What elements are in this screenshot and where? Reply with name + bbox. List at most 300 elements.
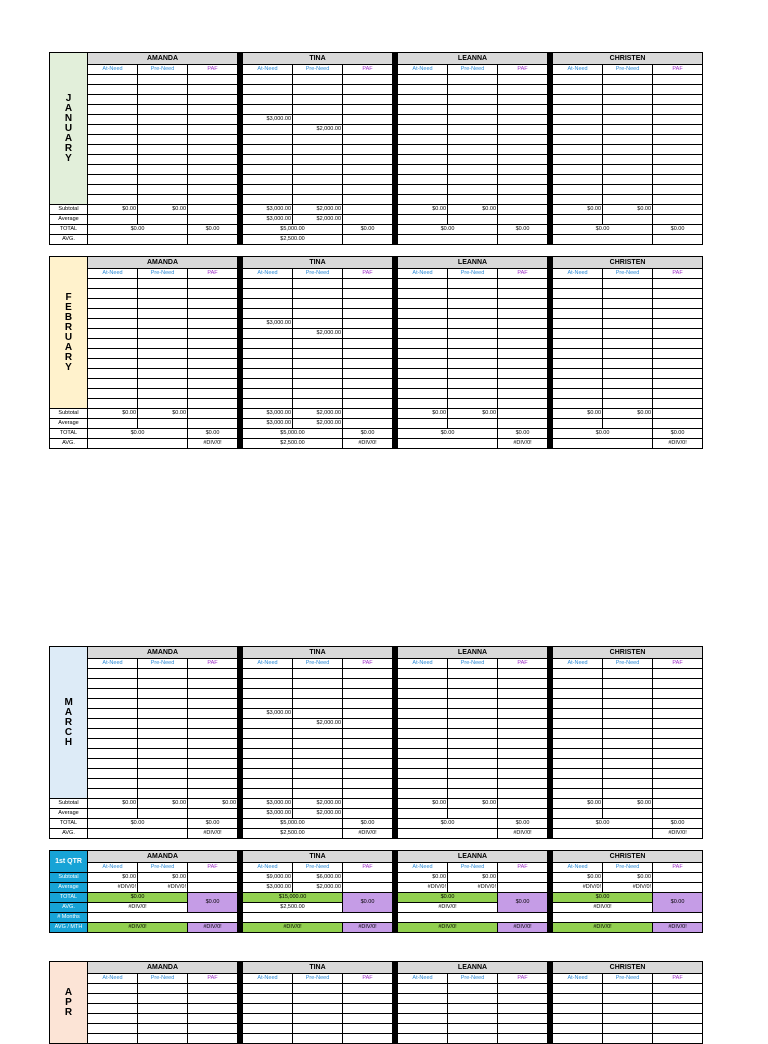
data-cell[interactable] — [653, 165, 703, 175]
data-cell[interactable] — [138, 165, 188, 175]
data-cell[interactable] — [343, 319, 393, 329]
data-cell[interactable] — [653, 1024, 703, 1034]
data-cell[interactable] — [88, 379, 138, 389]
data-cell[interactable] — [293, 759, 343, 769]
data-cell[interactable] — [343, 195, 393, 205]
data-cell[interactable] — [243, 369, 293, 379]
data-cell[interactable] — [553, 95, 603, 105]
data-cell[interactable] — [343, 75, 393, 85]
q-months-value[interactable] — [398, 913, 548, 923]
data-cell[interactable] — [553, 105, 603, 115]
data-cell[interactable] — [88, 105, 138, 115]
data-cell[interactable] — [398, 195, 448, 205]
data-cell[interactable] — [243, 789, 293, 799]
data-cell[interactable] — [553, 709, 603, 719]
data-cell[interactable] — [448, 105, 498, 115]
data-cell[interactable] — [343, 719, 393, 729]
data-cell[interactable] — [88, 85, 138, 95]
data-cell[interactable] — [448, 75, 498, 85]
data-cell[interactable] — [138, 349, 188, 359]
data-cell[interactable] — [653, 195, 703, 205]
data-cell[interactable] — [448, 669, 498, 679]
data-cell[interactable] — [293, 984, 343, 994]
data-cell[interactable] — [398, 349, 448, 359]
data-cell[interactable] — [653, 749, 703, 759]
data-cell[interactable] — [243, 399, 293, 409]
data-cell[interactable] — [343, 689, 393, 699]
data-cell[interactable] — [293, 299, 343, 309]
data-cell[interactable] — [188, 369, 238, 379]
data-cell[interactable] — [88, 1014, 138, 1024]
data-cell[interactable] — [293, 185, 343, 195]
data-cell[interactable] — [188, 85, 238, 95]
data-cell[interactable] — [293, 359, 343, 369]
data-cell[interactable] — [293, 75, 343, 85]
data-cell[interactable] — [138, 709, 188, 719]
data-cell[interactable] — [88, 115, 138, 125]
data-cell[interactable] — [498, 349, 548, 359]
data-cell[interactable] — [653, 95, 703, 105]
data-cell[interactable] — [293, 105, 343, 115]
data-cell[interactable] — [398, 679, 448, 689]
data-cell[interactable] — [243, 719, 293, 729]
data-cell[interactable] — [498, 699, 548, 709]
data-cell[interactable] — [138, 105, 188, 115]
data-cell[interactable] — [498, 105, 548, 115]
data-cell[interactable] — [188, 389, 238, 399]
data-cell[interactable] — [88, 195, 138, 205]
tina-preneed-value[interactable]: $2,000.00 — [293, 125, 343, 135]
data-cell[interactable] — [603, 165, 653, 175]
data-cell[interactable] — [343, 1004, 393, 1014]
data-cell[interactable] — [88, 699, 138, 709]
data-cell[interactable] — [498, 175, 548, 185]
data-cell[interactable] — [138, 679, 188, 689]
data-cell[interactable] — [448, 769, 498, 779]
data-cell[interactable] — [653, 105, 703, 115]
data-cell[interactable] — [498, 1004, 548, 1014]
data-cell[interactable] — [653, 145, 703, 155]
data-cell[interactable] — [498, 994, 548, 1004]
data-cell[interactable] — [448, 165, 498, 175]
data-cell[interactable] — [188, 359, 238, 369]
data-cell[interactable] — [398, 1014, 448, 1024]
data-cell[interactable] — [343, 299, 393, 309]
data-cell[interactable] — [398, 759, 448, 769]
data-cell[interactable] — [293, 1004, 343, 1014]
data-cell[interactable] — [653, 319, 703, 329]
data-cell[interactable] — [243, 739, 293, 749]
data-cell[interactable] — [653, 359, 703, 369]
data-cell[interactable] — [603, 185, 653, 195]
data-cell[interactable] — [343, 789, 393, 799]
data-cell[interactable] — [88, 709, 138, 719]
data-cell[interactable] — [243, 185, 293, 195]
data-cell[interactable] — [343, 389, 393, 399]
data-cell[interactable] — [498, 789, 548, 799]
data-cell[interactable] — [498, 769, 548, 779]
data-cell[interactable] — [448, 1024, 498, 1034]
data-cell[interactable] — [188, 1034, 238, 1044]
data-cell[interactable] — [138, 689, 188, 699]
data-cell[interactable] — [553, 984, 603, 994]
data-cell[interactable] — [138, 759, 188, 769]
data-cell[interactable] — [243, 759, 293, 769]
data-cell[interactable] — [343, 135, 393, 145]
data-cell[interactable] — [498, 779, 548, 789]
data-cell[interactable] — [243, 689, 293, 699]
data-cell[interactable] — [553, 195, 603, 205]
data-cell[interactable] — [653, 699, 703, 709]
data-cell[interactable] — [653, 115, 703, 125]
data-cell[interactable] — [88, 165, 138, 175]
data-cell[interactable] — [553, 399, 603, 409]
data-cell[interactable] — [188, 329, 238, 339]
data-cell[interactable] — [553, 185, 603, 195]
data-cell[interactable] — [603, 359, 653, 369]
data-cell[interactable] — [398, 85, 448, 95]
data-cell[interactable] — [498, 309, 548, 319]
data-cell[interactable] — [243, 299, 293, 309]
data-cell[interactable] — [293, 769, 343, 779]
data-cell[interactable] — [448, 125, 498, 135]
data-cell[interactable] — [603, 125, 653, 135]
data-cell[interactable] — [138, 135, 188, 145]
data-cell[interactable] — [188, 299, 238, 309]
data-cell[interactable] — [343, 309, 393, 319]
data-cell[interactable] — [243, 329, 293, 339]
data-cell[interactable] — [448, 349, 498, 359]
data-cell[interactable] — [498, 389, 548, 399]
data-cell[interactable] — [188, 319, 238, 329]
data-cell[interactable] — [343, 369, 393, 379]
data-cell[interactable] — [553, 389, 603, 399]
data-cell[interactable] — [88, 779, 138, 789]
data-cell[interactable] — [293, 85, 343, 95]
data-cell[interactable] — [343, 779, 393, 789]
data-cell[interactable] — [88, 759, 138, 769]
data-cell[interactable] — [553, 145, 603, 155]
data-cell[interactable] — [138, 789, 188, 799]
data-cell[interactable] — [293, 399, 343, 409]
data-cell[interactable] — [398, 309, 448, 319]
data-cell[interactable] — [88, 739, 138, 749]
data-cell[interactable] — [88, 689, 138, 699]
data-cell[interactable] — [448, 729, 498, 739]
q-months-value[interactable] — [243, 913, 393, 923]
data-cell[interactable] — [243, 1024, 293, 1034]
data-cell[interactable] — [498, 369, 548, 379]
data-cell[interactable] — [88, 789, 138, 799]
data-cell[interactable] — [188, 789, 238, 799]
data-cell[interactable] — [188, 95, 238, 105]
data-cell[interactable] — [398, 105, 448, 115]
data-cell[interactable] — [188, 779, 238, 789]
data-cell[interactable] — [293, 319, 343, 329]
data-cell[interactable] — [243, 195, 293, 205]
data-cell[interactable] — [243, 729, 293, 739]
data-cell[interactable] — [243, 389, 293, 399]
data-cell[interactable] — [653, 669, 703, 679]
data-cell[interactable] — [603, 679, 653, 689]
data-cell[interactable] — [243, 1034, 293, 1044]
data-cell[interactable] — [398, 769, 448, 779]
data-cell[interactable] — [88, 309, 138, 319]
data-cell[interactable] — [653, 175, 703, 185]
data-cell[interactable] — [188, 125, 238, 135]
data-cell[interactable] — [603, 769, 653, 779]
data-cell[interactable] — [343, 165, 393, 175]
data-cell[interactable] — [398, 379, 448, 389]
data-cell[interactable] — [398, 984, 448, 994]
data-cell[interactable] — [448, 175, 498, 185]
data-cell[interactable] — [293, 1014, 343, 1024]
data-cell[interactable] — [293, 679, 343, 689]
data-cell[interactable] — [603, 339, 653, 349]
data-cell[interactable] — [243, 125, 293, 135]
data-cell[interactable] — [88, 1004, 138, 1014]
data-cell[interactable] — [603, 719, 653, 729]
data-cell[interactable] — [138, 145, 188, 155]
data-cell[interactable] — [603, 1014, 653, 1024]
data-cell[interactable] — [88, 125, 138, 135]
data-cell[interactable] — [188, 1014, 238, 1024]
data-cell[interactable] — [88, 669, 138, 679]
data-cell[interactable] — [138, 279, 188, 289]
data-cell[interactable] — [343, 749, 393, 759]
data-cell[interactable] — [398, 145, 448, 155]
data-cell[interactable] — [293, 145, 343, 155]
data-cell[interactable] — [603, 309, 653, 319]
data-cell[interactable] — [188, 709, 238, 719]
data-cell[interactable] — [398, 779, 448, 789]
data-cell[interactable] — [293, 165, 343, 175]
data-cell[interactable] — [498, 739, 548, 749]
data-cell[interactable] — [553, 279, 603, 289]
data-cell[interactable] — [88, 329, 138, 339]
data-cell[interactable] — [188, 399, 238, 409]
data-cell[interactable] — [88, 75, 138, 85]
data-cell[interactable] — [343, 679, 393, 689]
data-cell[interactable] — [603, 379, 653, 389]
data-cell[interactable] — [653, 155, 703, 165]
data-cell[interactable] — [243, 749, 293, 759]
data-cell[interactable] — [448, 329, 498, 339]
data-cell[interactable] — [448, 389, 498, 399]
data-cell[interactable] — [653, 739, 703, 749]
data-cell[interactable] — [498, 125, 548, 135]
data-cell[interactable] — [88, 389, 138, 399]
data-cell[interactable] — [653, 329, 703, 339]
data-cell[interactable] — [553, 739, 603, 749]
data-cell[interactable] — [603, 984, 653, 994]
data-cell[interactable] — [293, 709, 343, 719]
data-cell[interactable] — [188, 115, 238, 125]
data-cell[interactable] — [603, 994, 653, 1004]
data-cell[interactable] — [343, 994, 393, 1004]
data-cell[interactable] — [243, 669, 293, 679]
data-cell[interactable] — [653, 279, 703, 289]
data-cell[interactable] — [138, 994, 188, 1004]
data-cell[interactable] — [188, 769, 238, 779]
data-cell[interactable] — [343, 115, 393, 125]
data-cell[interactable] — [653, 779, 703, 789]
tina-preneed-value[interactable]: $2,000.00 — [293, 719, 343, 729]
data-cell[interactable] — [653, 299, 703, 309]
data-cell[interactable] — [498, 95, 548, 105]
data-cell[interactable] — [603, 1034, 653, 1044]
data-cell[interactable] — [398, 369, 448, 379]
data-cell[interactable] — [188, 739, 238, 749]
data-cell[interactable] — [553, 369, 603, 379]
data-cell[interactable] — [343, 105, 393, 115]
data-cell[interactable] — [448, 719, 498, 729]
data-cell[interactable] — [343, 175, 393, 185]
data-cell[interactable] — [88, 984, 138, 994]
data-cell[interactable] — [343, 155, 393, 165]
data-cell[interactable] — [138, 289, 188, 299]
data-cell[interactable] — [138, 984, 188, 994]
data-cell[interactable] — [243, 1004, 293, 1014]
data-cell[interactable] — [398, 389, 448, 399]
data-cell[interactable] — [343, 769, 393, 779]
data-cell[interactable] — [448, 984, 498, 994]
data-cell[interactable] — [448, 739, 498, 749]
data-cell[interactable] — [498, 359, 548, 369]
data-cell[interactable] — [88, 135, 138, 145]
data-cell[interactable] — [138, 749, 188, 759]
data-cell[interactable] — [603, 709, 653, 719]
data-cell[interactable] — [398, 669, 448, 679]
data-cell[interactable] — [343, 1024, 393, 1034]
data-cell[interactable] — [448, 789, 498, 799]
data-cell[interactable] — [293, 1024, 343, 1034]
data-cell[interactable] — [498, 279, 548, 289]
data-cell[interactable] — [343, 1034, 393, 1044]
data-cell[interactable] — [653, 759, 703, 769]
data-cell[interactable] — [398, 289, 448, 299]
data-cell[interactable] — [603, 279, 653, 289]
data-cell[interactable] — [188, 175, 238, 185]
data-cell[interactable] — [293, 689, 343, 699]
data-cell[interactable] — [343, 185, 393, 195]
data-cell[interactable] — [603, 789, 653, 799]
data-cell[interactable] — [293, 729, 343, 739]
data-cell[interactable] — [553, 729, 603, 739]
data-cell[interactable] — [448, 319, 498, 329]
data-cell[interactable] — [88, 359, 138, 369]
data-cell[interactable] — [553, 329, 603, 339]
data-cell[interactable] — [293, 175, 343, 185]
data-cell[interactable] — [398, 125, 448, 135]
data-cell[interactable] — [398, 279, 448, 289]
data-cell[interactable] — [603, 1004, 653, 1014]
data-cell[interactable] — [553, 309, 603, 319]
data-cell[interactable] — [653, 75, 703, 85]
data-cell[interactable] — [553, 349, 603, 359]
data-cell[interactable] — [448, 689, 498, 699]
data-cell[interactable] — [398, 709, 448, 719]
data-cell[interactable] — [243, 359, 293, 369]
data-cell[interactable] — [398, 689, 448, 699]
data-cell[interactable] — [398, 185, 448, 195]
data-cell[interactable] — [188, 135, 238, 145]
data-cell[interactable] — [243, 769, 293, 779]
data-cell[interactable] — [88, 1034, 138, 1044]
data-cell[interactable] — [603, 739, 653, 749]
data-cell[interactable] — [553, 1014, 603, 1024]
data-cell[interactable] — [243, 309, 293, 319]
data-cell[interactable] — [138, 699, 188, 709]
data-cell[interactable] — [88, 349, 138, 359]
data-cell[interactable] — [603, 145, 653, 155]
data-cell[interactable] — [498, 729, 548, 739]
q-months-value[interactable] — [553, 913, 703, 923]
data-cell[interactable] — [653, 769, 703, 779]
data-cell[interactable] — [398, 359, 448, 369]
data-cell[interactable] — [553, 299, 603, 309]
data-cell[interactable] — [188, 984, 238, 994]
data-cell[interactable] — [448, 709, 498, 719]
data-cell[interactable] — [243, 165, 293, 175]
data-cell[interactable] — [88, 175, 138, 185]
data-cell[interactable] — [498, 145, 548, 155]
data-cell[interactable] — [243, 175, 293, 185]
data-cell[interactable] — [448, 299, 498, 309]
data-cell[interactable] — [653, 135, 703, 145]
data-cell[interactable] — [88, 95, 138, 105]
data-cell[interactable] — [138, 319, 188, 329]
data-cell[interactable] — [603, 779, 653, 789]
data-cell[interactable] — [553, 85, 603, 95]
data-cell[interactable] — [498, 1034, 548, 1044]
data-cell[interactable] — [553, 994, 603, 1004]
data-cell[interactable] — [448, 115, 498, 125]
data-cell[interactable] — [293, 749, 343, 759]
data-cell[interactable] — [398, 75, 448, 85]
data-cell[interactable] — [293, 309, 343, 319]
data-cell[interactable] — [603, 699, 653, 709]
data-cell[interactable] — [188, 669, 238, 679]
data-cell[interactable] — [343, 85, 393, 95]
data-cell[interactable] — [88, 289, 138, 299]
data-cell[interactable] — [553, 165, 603, 175]
data-cell[interactable] — [138, 339, 188, 349]
data-cell[interactable] — [448, 145, 498, 155]
data-cell[interactable] — [448, 399, 498, 409]
data-cell[interactable] — [398, 729, 448, 739]
data-cell[interactable] — [138, 195, 188, 205]
data-cell[interactable] — [553, 669, 603, 679]
data-cell[interactable] — [188, 75, 238, 85]
data-cell[interactable] — [343, 729, 393, 739]
data-cell[interactable] — [138, 779, 188, 789]
data-cell[interactable] — [553, 319, 603, 329]
data-cell[interactable] — [138, 85, 188, 95]
data-cell[interactable] — [398, 1024, 448, 1034]
data-cell[interactable] — [603, 85, 653, 95]
data-cell[interactable] — [603, 759, 653, 769]
data-cell[interactable] — [293, 195, 343, 205]
data-cell[interactable] — [448, 289, 498, 299]
data-cell[interactable] — [188, 349, 238, 359]
data-cell[interactable] — [188, 379, 238, 389]
tina-atneed-value[interactable]: $3,000.00 — [243, 709, 293, 719]
data-cell[interactable] — [343, 125, 393, 135]
data-cell[interactable] — [653, 679, 703, 689]
data-cell[interactable] — [498, 185, 548, 195]
data-cell[interactable] — [498, 749, 548, 759]
